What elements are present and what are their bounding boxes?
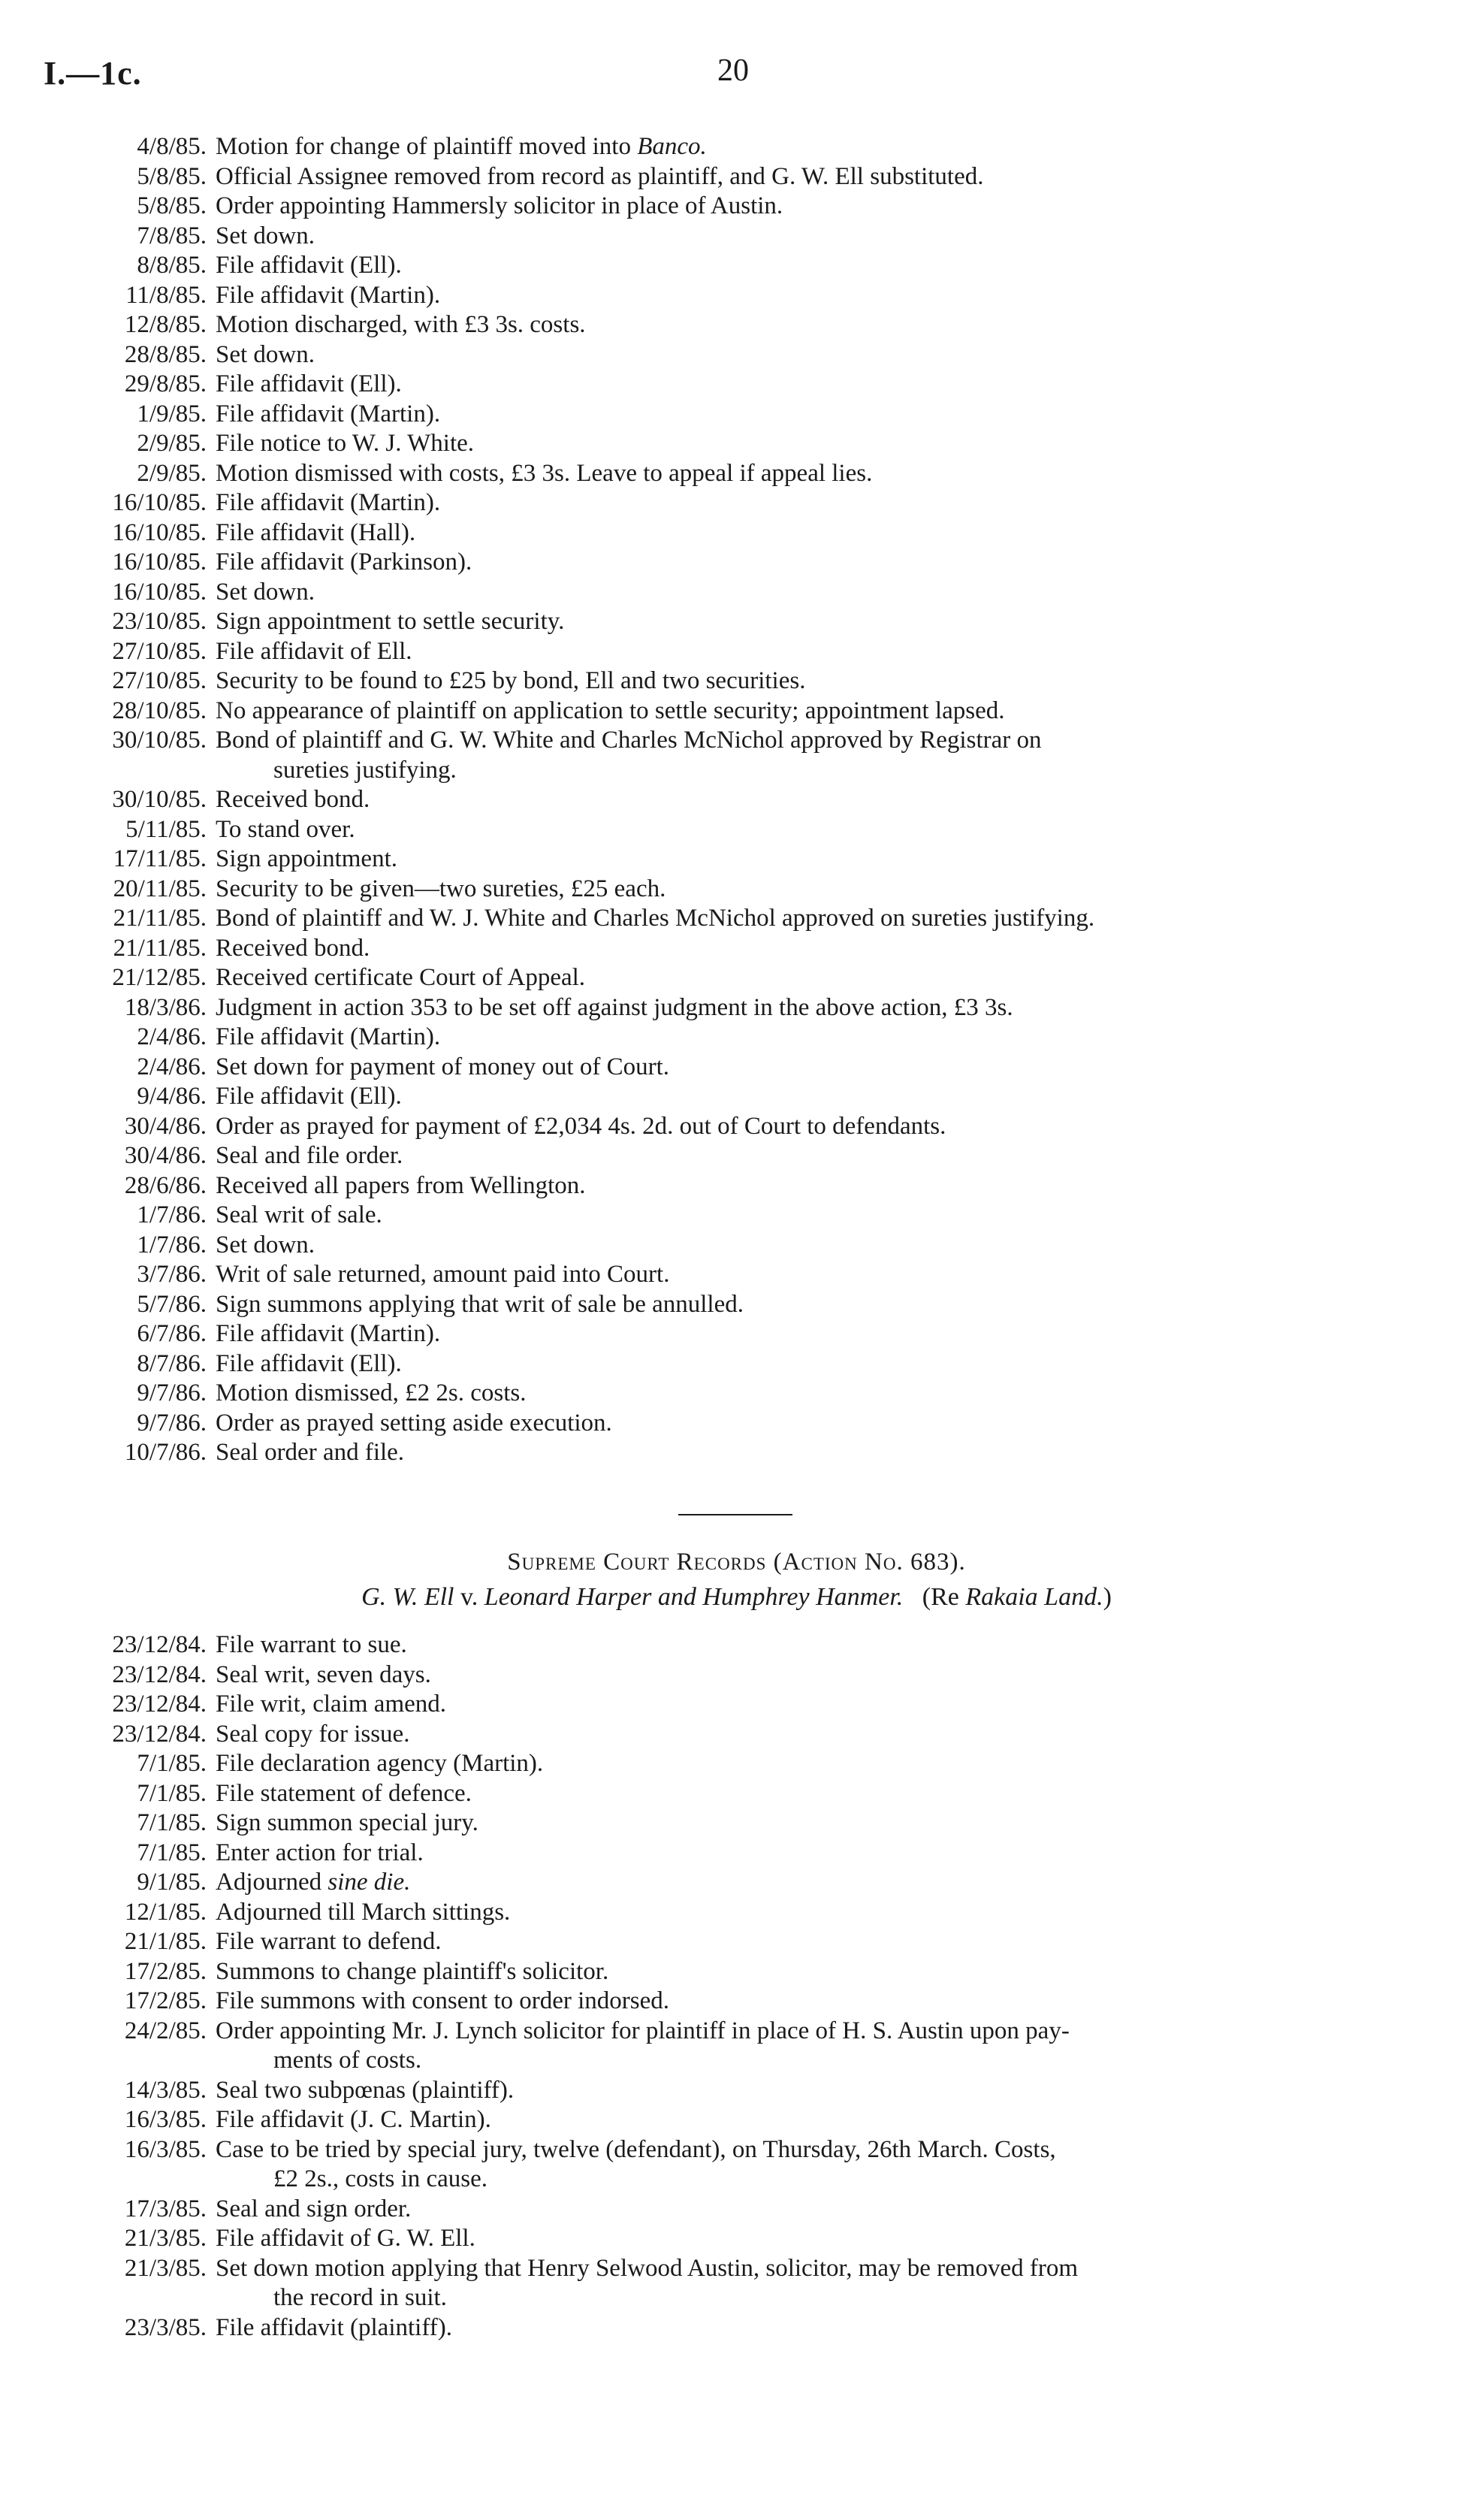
entry-date: 8/7/86. (137, 1349, 207, 1377)
record-entry (0, 281, 1473, 311)
entry-date: 17/3/85. (124, 2195, 207, 2222)
entry-text (207, 1141, 1391, 1171)
entry-date: 21/3/85. (124, 2254, 207, 2282)
entry-text-main: Seal order and file. (216, 1439, 405, 1466)
entry-date: 21/12/85. (112, 964, 207, 991)
entry-text-main: Bond of plaintiff and G. W. White and Charles McNichol approved by Registrar on (216, 727, 1042, 754)
entry-text-main: Security to be given—two sureties, £25 each. (216, 875, 666, 902)
record-entry (0, 1201, 1473, 1231)
entry-text (207, 518, 1391, 548)
entry-date: 2/4/86. (137, 1023, 207, 1050)
entry-text-main: Seal writ of sale. (216, 1201, 382, 1228)
entry-text-continuation: the record in suit. (273, 2284, 447, 2311)
entry-date: 6/7/86. (137, 1320, 207, 1347)
entry-text (207, 251, 1391, 281)
entry-date: 4/8/85. (137, 133, 207, 160)
entry-date: 28/6/86. (124, 1171, 207, 1199)
entry-text (207, 845, 1391, 875)
record-entry (0, 785, 1473, 815)
entry-text (207, 1957, 1391, 1987)
record-entry (0, 904, 1473, 934)
case-plaintiff: G. W. Ell (361, 1583, 454, 1611)
entry-text-main: Adjourned till March sittings. (216, 1898, 511, 1926)
entry-text-main: Sign appointment. (216, 845, 397, 872)
record-entry (0, 2254, 1473, 2313)
record-entry (0, 370, 1473, 400)
entry-text-continuation: sureties justifying. (273, 756, 457, 784)
record-entry (0, 1379, 1473, 1409)
entry-text-main: Summons to change plaintiff's solicitor. (216, 1957, 609, 1985)
case-defendants: Leonard Harper and Humphrey Hanmer. (484, 1583, 904, 1611)
entry-date: 2/4/86. (137, 1053, 207, 1080)
record-entry (0, 2224, 1473, 2254)
entry-text (207, 1260, 1391, 1290)
entry-date: 7/1/85. (137, 1839, 207, 1866)
entry-text-main: File affidavit (Hall). (216, 518, 416, 546)
entry-text-main: File statement of defence. (216, 1779, 472, 1807)
record-entry (0, 548, 1473, 578)
entry-text (207, 963, 1391, 993)
record-entry (0, 310, 1473, 340)
case-title (0, 1583, 1473, 1612)
entry-text (207, 1720, 1391, 1750)
entry-date: 27/10/85. (112, 637, 207, 665)
record-entry (0, 696, 1473, 727)
entry-text (207, 1171, 1391, 1201)
entry-text-main: Set down. (216, 1231, 315, 1258)
entry-text (207, 2017, 1391, 2076)
entry-date: 5/8/85. (137, 192, 207, 219)
entry-date: 23/12/84. (112, 1631, 207, 1658)
record-entry (0, 429, 1473, 459)
case-re-open: (Re (922, 1583, 959, 1611)
entry-text-main: Judgment in action 353 to be set off against judgment in the above action, £3 3s. (216, 993, 1013, 1021)
entry-date: 16/10/85. (112, 518, 207, 546)
record-entry (0, 488, 1473, 518)
entry-text (207, 2105, 1391, 2135)
entry-date: 28/10/85. (112, 696, 207, 724)
record-entry (0, 1231, 1473, 1261)
entry-text (207, 192, 1391, 222)
entry-text-main: File affidavit (Martin). (216, 489, 441, 516)
entry-text-main: Sign summons applying that writ of sale be annulled. (216, 1290, 744, 1318)
entry-text-main: Order appointing Mr. J. Lynch solicitor for plaintiff in place of H. S. Austin upon pay- (216, 2017, 1070, 2044)
record-entry (0, 340, 1473, 370)
record-entry (0, 1630, 1473, 1660)
entry-date: 16/10/85. (112, 578, 207, 606)
record-entry (0, 1409, 1473, 1439)
entry-text-italic: sine die. (328, 1869, 411, 1896)
record-entry (0, 1082, 1473, 1112)
entry-text (207, 132, 1391, 162)
entry-text (207, 2313, 1391, 2343)
entry-date: 9/7/86. (137, 1379, 207, 1407)
entry-date: 23/12/84. (112, 1720, 207, 1748)
entry-text-main: Official Assignee removed from record as plaintiff, and G. W. Ell substituted. (216, 162, 984, 190)
entry-date: 30/4/86. (124, 1112, 207, 1140)
entry-text-main: Motion for change of plaintiff moved into (216, 133, 631, 160)
entry-date: 1/7/86. (137, 1231, 207, 1258)
record-entry (0, 400, 1473, 430)
entry-text-continuation: ments of costs. (273, 2047, 422, 2074)
section-divider (678, 1514, 792, 1515)
entry-text-main: Adjourned (216, 1869, 322, 1896)
record-entry (0, 578, 1473, 608)
record-entry (0, 666, 1473, 696)
record-entry (0, 1290, 1473, 1320)
record-entry (0, 1053, 1473, 1083)
entry-text-main: Received bond. (216, 934, 370, 962)
record-entry (0, 1720, 1473, 1750)
entry-text (207, 1379, 1391, 1409)
entry-text-main: File warrant to sue. (216, 1631, 407, 1658)
entry-text-main: Received bond. (216, 786, 370, 813)
record-entry (0, 845, 1473, 875)
entry-text-main: Sign appointment to settle security. (216, 608, 565, 635)
entry-text-main: Security to be found to £25 by bond, Ell and two securities. (216, 667, 806, 694)
record-entry (0, 1868, 1473, 1898)
entry-text (207, 1987, 1391, 2017)
record-entry (0, 1349, 1473, 1379)
entry-text-main: Seal two subpœnas (plaintiff). (216, 2076, 515, 2104)
entry-text (207, 666, 1391, 696)
record-entry (0, 2195, 1473, 2225)
entry-text-main: Order appointing Hammersly solicitor in place of Austin. (216, 192, 783, 219)
entry-text-main: Set down. (216, 578, 315, 606)
record-entries-section-2 (0, 1630, 1473, 2343)
entry-text (207, 637, 1391, 667)
entry-text (207, 1112, 1391, 1142)
entry-text (207, 400, 1391, 430)
entry-date: 20/11/85. (113, 875, 207, 902)
record-entries-section-1 (0, 132, 1473, 1468)
entry-date: 5/7/86. (137, 1290, 207, 1318)
page-reference: I.—1c. (44, 55, 142, 92)
entry-text-main: File affidavit (plaintiff). (216, 2313, 452, 2341)
record-entry (0, 1779, 1473, 1809)
record-entry (0, 518, 1473, 548)
entry-text-main: Seal and file order. (216, 1142, 403, 1169)
record-entry (0, 459, 1473, 489)
entry-date: 14/3/85. (124, 2076, 207, 2104)
entry-text (207, 340, 1391, 370)
entry-text-main: File affidavit (Ell). (216, 1083, 402, 1110)
entry-text (207, 1082, 1391, 1112)
record-entry (0, 1660, 1473, 1691)
section-heading: Supreme Court Records (Action No. 683). (507, 1549, 966, 1576)
entry-text (207, 2224, 1391, 2254)
record-entry (0, 1023, 1473, 1053)
entry-text-main: File affidavit (Ell). (216, 252, 402, 279)
entry-text-main: Seal copy for issue. (216, 1720, 410, 1748)
entry-text-main: Seal writ, seven days. (216, 1660, 431, 1688)
entry-text (207, 1660, 1391, 1691)
record-entry (0, 1927, 1473, 1957)
entry-date: 17/11/85. (113, 845, 207, 872)
record-entry (0, 1690, 1473, 1720)
record-entry (0, 2105, 1473, 2135)
entry-text (207, 875, 1391, 905)
record-entry (0, 2313, 1473, 2343)
entry-text-main: Order as prayed setting aside execution. (216, 1409, 612, 1437)
entry-date: 7/1/85. (137, 1779, 207, 1807)
entry-date: 23/12/84. (112, 1660, 207, 1688)
entry-date: 27/10/85. (112, 667, 207, 694)
record-entry (0, 1141, 1473, 1171)
entry-text (207, 1319, 1391, 1349)
record-entry (0, 1260, 1473, 1290)
entry-text-main: File affidavit (J. C. Martin). (216, 2106, 491, 2133)
entry-text-main: File warrant to defend. (216, 1928, 442, 1955)
entry-text (207, 1349, 1391, 1379)
entry-date: 12/8/85. (124, 311, 207, 338)
entry-text-main: File affidavit (Martin). (216, 281, 441, 309)
entry-text (207, 1839, 1391, 1869)
entry-date: 2/9/85. (137, 430, 207, 457)
entry-date: 21/3/85. (124, 2225, 207, 2252)
entry-text (207, 934, 1391, 964)
record-entry (0, 192, 1473, 222)
page-number: 20 (717, 53, 749, 88)
entry-date: 21/1/85. (124, 1928, 207, 1955)
entry-date: 16/10/85. (112, 489, 207, 516)
entry-text (207, 607, 1391, 637)
entry-text-main: File writ, claim amend. (216, 1691, 447, 1718)
entry-text (207, 1749, 1391, 1779)
entry-text-main: Case to be tried by special jury, twelve (defendant), on Thursday, 26th March. Costs, (216, 2135, 1056, 2163)
entry-date: 28/8/85. (124, 340, 207, 368)
entry-text-main: Received certificate Court of Appeal. (216, 964, 586, 991)
entry-text (207, 815, 1391, 845)
entry-date: 7/8/85. (137, 222, 207, 249)
entry-text (207, 548, 1391, 578)
entry-text (207, 785, 1391, 815)
record-entry (0, 1987, 1473, 2017)
record-entry (0, 1749, 1473, 1779)
entry-text (207, 2195, 1391, 2225)
entry-text-main: Set down. (216, 222, 315, 249)
entry-text-main: Order as prayed for payment of £2,034 4s. 2d. out of Court to defendants. (216, 1112, 946, 1140)
entry-text (207, 904, 1391, 934)
entry-text-main: Motion dismissed with costs, £3 3s. Leave to appeal if appeal lies. (216, 459, 873, 487)
entry-text (207, 459, 1391, 489)
entry-date: 30/10/85. (112, 786, 207, 813)
record-entry (0, 1839, 1473, 1869)
entry-date: 8/8/85. (137, 252, 207, 279)
entry-date: 23/3/85. (124, 2313, 207, 2341)
entry-text-main: File declaration agency (Martin). (216, 1750, 544, 1777)
entry-text (207, 1898, 1391, 1928)
record-entry (0, 875, 1473, 905)
entry-text (207, 1808, 1391, 1839)
entry-date: 9/1/85. (137, 1869, 207, 1896)
entry-text (207, 1409, 1391, 1439)
entry-text (207, 2135, 1391, 2195)
entry-text-main: Sign summon special jury. (216, 1809, 478, 1836)
record-entry (0, 2076, 1473, 2106)
entry-text-main: Received all papers from Wellington. (216, 1171, 586, 1199)
entry-text-main: Seal and sign order. (216, 2195, 412, 2222)
entry-text-main: Enter action for trial. (216, 1839, 424, 1866)
entry-date: 11/8/85. (125, 281, 207, 309)
entry-text-main: File notice to W. J. White. (216, 430, 475, 457)
entry-text (207, 222, 1391, 252)
record-entry (0, 132, 1473, 162)
entry-date: 29/8/85. (124, 370, 207, 397)
entry-date: 23/12/84. (112, 1691, 207, 1718)
record-entry (0, 607, 1473, 637)
entry-text-main: File affidavit of Ell. (216, 637, 412, 665)
entry-date: 24/2/85. (124, 2017, 207, 2044)
entry-text (207, 1690, 1391, 1720)
record-entry (0, 2135, 1473, 2195)
entry-text-main: File affidavit (Martin). (216, 1023, 441, 1050)
record-entry (0, 1808, 1473, 1839)
entry-text (207, 1231, 1391, 1261)
entry-date: 2/9/85. (137, 459, 207, 487)
entry-text-main: Motion dismissed, £2 2s. costs. (216, 1379, 527, 1407)
entry-text (207, 1023, 1391, 1053)
record-entry (0, 2017, 1473, 2076)
entry-text (207, 310, 1391, 340)
record-entry (0, 1112, 1473, 1142)
entry-text-main: No appearance of plaintiff on application to settle security; appointment lapsed. (216, 696, 1005, 724)
entry-text (207, 1438, 1391, 1468)
entry-date: 17/2/85. (124, 1987, 207, 2014)
entry-date: 5/11/85. (125, 815, 207, 843)
entry-text-main: Motion discharged, with £3 3s. costs. (216, 311, 586, 338)
entry-text (207, 488, 1391, 518)
entry-text (207, 1630, 1391, 1660)
entry-text-main: Set down for payment of money out of Court. (216, 1053, 669, 1080)
entry-text (207, 726, 1391, 785)
entry-text (207, 1779, 1391, 1809)
record-entry (0, 1171, 1473, 1201)
entry-text (207, 1290, 1391, 1320)
record-entry (0, 934, 1473, 964)
case-re-close: ) (1103, 1583, 1112, 1611)
entry-date: 9/7/86. (137, 1409, 207, 1437)
entry-date: 7/1/85. (137, 1809, 207, 1836)
entry-text (207, 1053, 1391, 1083)
record-entry (0, 815, 1473, 845)
entry-date: 16/3/85. (124, 2135, 207, 2163)
entry-text-main: File affidavit (Ell). (216, 370, 402, 397)
entry-date: 1/7/86. (137, 1201, 207, 1228)
entry-text-main: Set down motion applying that Henry Selwood Austin, solicitor, may be removed from (216, 2254, 1079, 2282)
entry-text (207, 1927, 1391, 1957)
entry-date: 18/3/86. (124, 993, 207, 1021)
entry-text-main: Set down. (216, 340, 315, 368)
record-entry (0, 963, 1473, 993)
entry-date: 30/10/85. (112, 727, 207, 754)
entry-date: 3/7/86. (137, 1261, 207, 1288)
entry-date: 7/1/85. (137, 1750, 207, 1777)
entry-text-main: File affidavit (Martin). (216, 1320, 441, 1347)
entry-date: 21/11/85. (113, 934, 207, 962)
entry-text (207, 1201, 1391, 1231)
record-entry (0, 1438, 1473, 1468)
entry-text-main: Bond of plaintiff and W. J. White and Charles McNichol approved on sureties justifying. (216, 905, 1095, 932)
entry-date: 5/8/85. (137, 162, 207, 190)
entry-date: 12/1/85. (124, 1898, 207, 1926)
record-entry (0, 726, 1473, 785)
entry-text (207, 993, 1391, 1023)
entry-date: 23/10/85. (112, 608, 207, 635)
case-versus: v. (460, 1583, 478, 1611)
entry-text-main: To stand over. (216, 815, 355, 843)
record-entry (0, 637, 1473, 667)
entry-date: 30/4/86. (124, 1142, 207, 1169)
entry-text-continuation: £2 2s., costs in cause. (273, 2165, 488, 2192)
entry-text (207, 162, 1391, 192)
record-entry (0, 162, 1473, 192)
record-entry (0, 1319, 1473, 1349)
record-entry (0, 1898, 1473, 1928)
entry-text-main: File affidavit (Ell). (216, 1349, 402, 1377)
record-entry (0, 251, 1473, 281)
entry-text-italic: Banco. (637, 133, 707, 160)
entry-text (207, 2076, 1391, 2106)
entry-date: 17/2/85. (124, 1957, 207, 1985)
entry-text (207, 429, 1391, 459)
entry-text (207, 578, 1391, 608)
record-entry (0, 222, 1473, 252)
entry-text (207, 2254, 1391, 2313)
entry-date: 21/11/85. (113, 905, 207, 932)
entry-text-main: File affidavit of G. W. Ell. (216, 2225, 475, 2252)
entry-date: 10/7/86. (124, 1439, 207, 1466)
entry-date: 9/4/86. (137, 1083, 207, 1110)
entry-date: 16/10/85. (112, 548, 207, 576)
entry-date: 16/3/85. (124, 2106, 207, 2133)
entry-text-main: File summons with consent to order indorsed. (216, 1987, 670, 2014)
entry-text (207, 370, 1391, 400)
case-re-subject: Rakaia Land. (965, 1583, 1103, 1611)
record-entry (0, 993, 1473, 1023)
entry-text (207, 696, 1391, 727)
record-entry (0, 1957, 1473, 1987)
entry-text-main: File affidavit (Martin). (216, 400, 441, 428)
entry-text-main: File affidavit (Parkinson). (216, 548, 472, 576)
entry-text (207, 281, 1391, 311)
entry-text (207, 1868, 1391, 1898)
entry-date: 1/9/85. (137, 400, 207, 428)
entry-text-main: Writ of sale returned, amount paid into Court. (216, 1261, 670, 1288)
